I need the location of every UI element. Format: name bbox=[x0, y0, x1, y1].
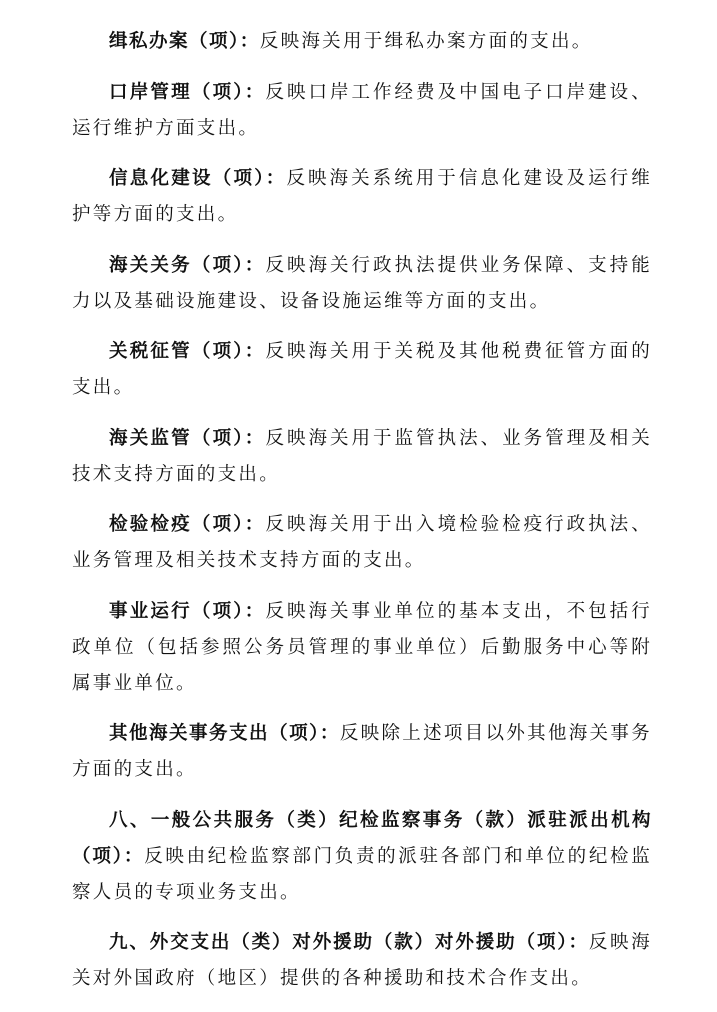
item-desc: 反映海关用于缉私办案方面的支出。 bbox=[259, 31, 593, 52]
item-term: 海关关务（项）： bbox=[109, 254, 266, 276]
item-term: 口岸管理（项）： bbox=[109, 81, 266, 103]
item-guanshui bbox=[72, 334, 652, 406]
item-desc: 反映海关对外国政府（地区）提供的各种援助和技术合作支出。 bbox=[72, 932, 652, 989]
item-desc: 反映海关系统用于信息化建设及运行维护等方面的支出。 bbox=[72, 168, 652, 225]
item-desc: 反映除上述项目以外其他海关事务方面的支出。 bbox=[72, 723, 652, 780]
item-jisi bbox=[72, 24, 652, 60]
item-term: 海关监管（项）： bbox=[109, 427, 266, 449]
item-jianguan bbox=[72, 421, 652, 493]
item-xinxihua bbox=[72, 161, 652, 233]
item-section-nine bbox=[72, 925, 652, 997]
item-qita bbox=[72, 716, 652, 788]
document-body bbox=[72, 24, 652, 1012]
item-desc: 反映口岸工作经费及中国电子口岸建设、运行维护方面支出。 bbox=[72, 81, 652, 139]
item-term: 缉私办案（项）： bbox=[109, 31, 260, 52]
item-desc: 反映由纪检监察部门负责的派驻各部门和单位的纪检监察人员的专项业务支出。 bbox=[72, 845, 652, 903]
item-section-eight bbox=[72, 803, 652, 911]
item-desc: 反映海关用于关税及其他税费征管方面的支出。 bbox=[72, 341, 652, 398]
item-term: 检验检疫（项）： bbox=[109, 514, 266, 535]
item-shiye bbox=[72, 594, 652, 702]
item-term: 其他海关事务支出（项）： bbox=[109, 723, 340, 744]
item-term: 九、外交支出（类）对外援助（款）对外援助（项）： bbox=[109, 932, 589, 953]
item-kouan bbox=[72, 75, 652, 147]
item-guanwu bbox=[72, 248, 652, 320]
item-desc: 反映海关事业单位的基本支出，不包括行政单位（包括参照公务员管理的事业单位）后勤服务中心等附属事业单位。 bbox=[72, 600, 652, 694]
item-term: 信息化建设（项）： bbox=[109, 168, 287, 189]
item-desc: 反映海关用于出入境检验检疫行政执法、业务管理及相关技术支持方面的支出。 bbox=[72, 514, 652, 571]
item-desc: 反映海关行政执法提供业务保障、支持能力以及基础设施建设、设备设施运维等方面的支出。 bbox=[72, 254, 652, 312]
item-term: 事业运行（项）： bbox=[109, 600, 266, 622]
item-term: 关税征管（项）： bbox=[109, 341, 266, 362]
item-jianyan bbox=[72, 507, 652, 579]
item-desc: 反映海关用于监管执法、业务管理及相关技术支持方面的支出。 bbox=[72, 427, 652, 485]
item-term: 八、一般公共服务（类）纪检监察事务（款）派驻派出机构（项）： bbox=[72, 809, 652, 867]
